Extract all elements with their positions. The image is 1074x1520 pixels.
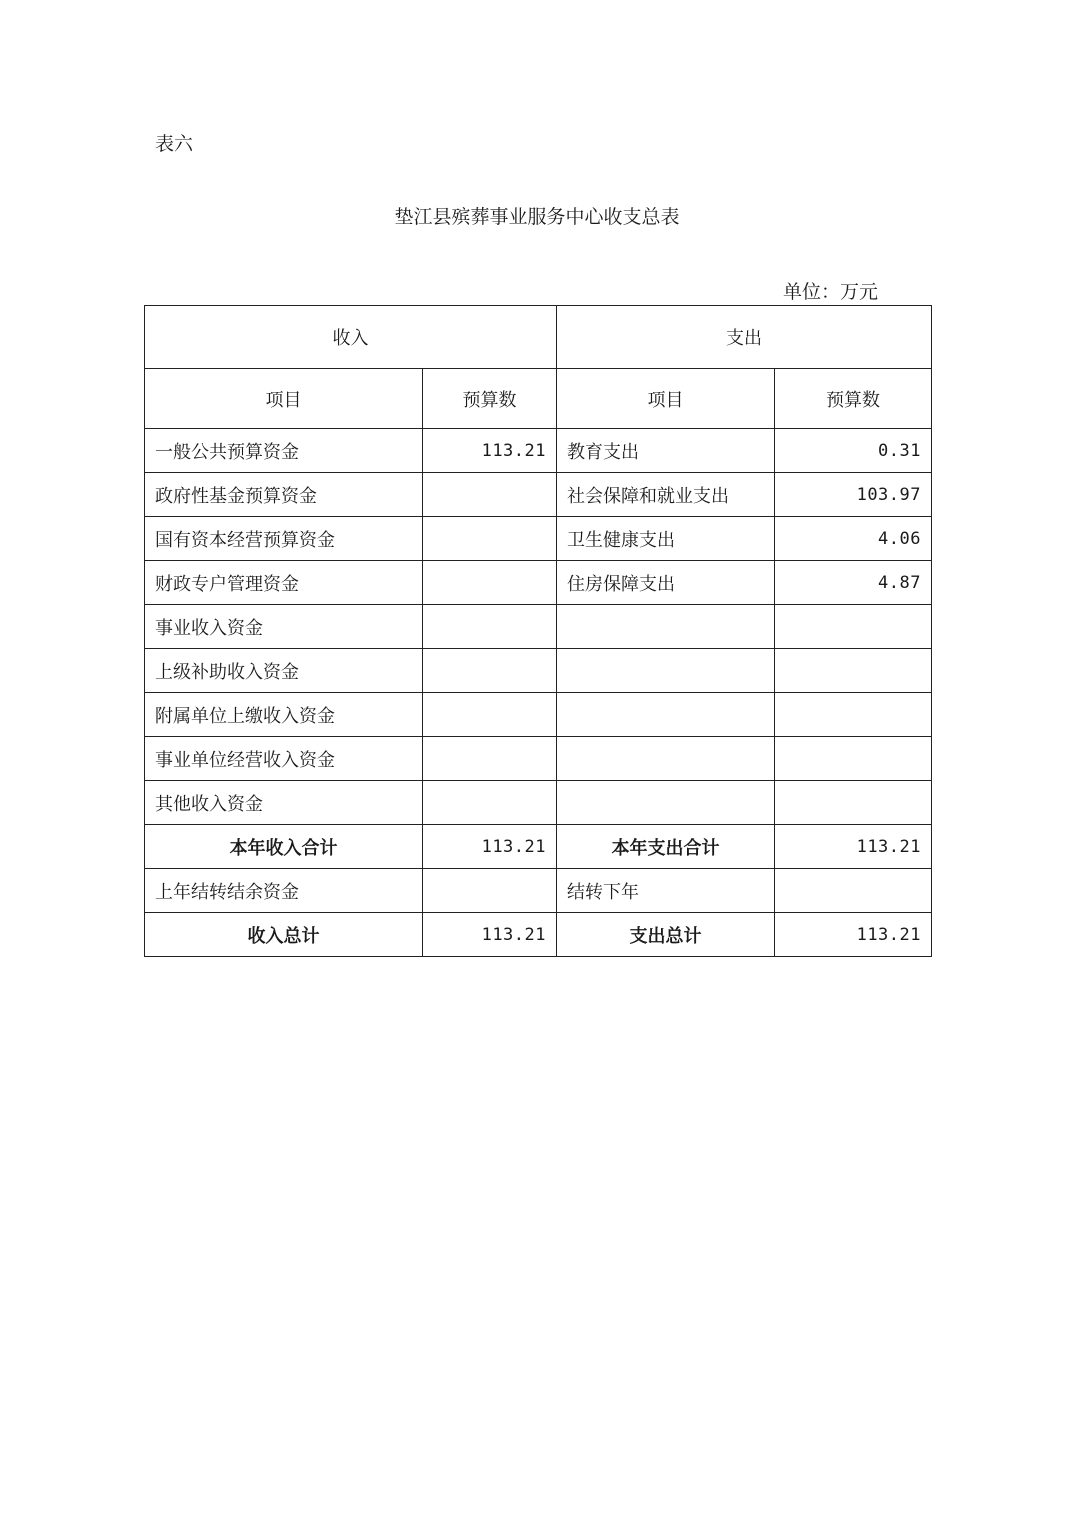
table-row — [145, 473, 932, 517]
income-value — [423, 605, 557, 649]
table-row — [145, 605, 932, 649]
table-row — [145, 649, 932, 693]
expense-item — [557, 605, 775, 649]
expense-value — [775, 693, 932, 737]
subtotal-row — [145, 825, 932, 869]
expense-subtotal-value: 113.21 — [775, 825, 932, 869]
grand-total-row — [145, 913, 932, 957]
income-item: 一般公共预算资金 — [145, 429, 423, 473]
income-value — [423, 869, 557, 913]
income-item: 附属单位上缴收入资金 — [145, 693, 423, 737]
table-row — [145, 737, 932, 781]
income-value — [423, 693, 557, 737]
income-value — [423, 737, 557, 781]
income-item: 上年结转结余资金 — [145, 869, 423, 913]
column-header-row — [145, 369, 932, 429]
expense-item: 住房保障支出 — [557, 561, 775, 605]
unit-label: 单位：万元 — [782, 281, 878, 303]
expense-item — [557, 737, 775, 781]
table-number-label: 表六 — [155, 133, 194, 155]
expense-value: 4.87 — [775, 561, 932, 605]
table-row — [145, 693, 932, 737]
income-total-label: 收入总计 — [145, 913, 423, 957]
document-title: 垫江县殡葬事业服务中心收支总表 — [394, 206, 680, 228]
income-value — [423, 517, 557, 561]
table-row — [145, 781, 932, 825]
income-value — [423, 561, 557, 605]
income-subtotal-value: 113.21 — [423, 825, 557, 869]
expense-item — [557, 693, 775, 737]
expense-total-label: 支出总计 — [557, 913, 775, 957]
expense-value: 103.97 — [775, 473, 932, 517]
expense-value — [775, 605, 932, 649]
income-subtotal-label: 本年收入合计 — [145, 825, 423, 869]
income-item: 财政专户管理资金 — [145, 561, 423, 605]
income-value — [423, 781, 557, 825]
expense-total-value: 113.21 — [775, 913, 932, 957]
table-row — [145, 429, 932, 473]
group-header-row — [145, 306, 932, 369]
expense-value — [775, 737, 932, 781]
expense-budget-header: 预算数 — [775, 369, 932, 429]
expense-item — [557, 649, 775, 693]
expense-value — [775, 869, 932, 913]
expense-subtotal-label: 本年支出合计 — [557, 825, 775, 869]
income-budget-header: 预算数 — [423, 369, 557, 429]
income-value — [423, 473, 557, 517]
income-expense-summary-table — [144, 305, 932, 957]
table-row — [145, 517, 932, 561]
expense-value: 4.06 — [775, 517, 932, 561]
expense-value: 0.31 — [775, 429, 932, 473]
expense-item — [557, 781, 775, 825]
expense-item-header: 项目 — [557, 369, 775, 429]
expense-item: 教育支出 — [557, 429, 775, 473]
expense-item: 结转下年 — [557, 869, 775, 913]
income-total-value: 113.21 — [423, 913, 557, 957]
expense-value — [775, 649, 932, 693]
income-item: 事业单位经营收入资金 — [145, 737, 423, 781]
income-item: 上级补助收入资金 — [145, 649, 423, 693]
income-item: 国有资本经营预算资金 — [145, 517, 423, 561]
table-row — [145, 869, 932, 913]
income-value — [423, 649, 557, 693]
income-value: 113.21 — [423, 429, 557, 473]
expense-group-header: 支出 — [557, 306, 932, 369]
income-item: 事业收入资金 — [145, 605, 423, 649]
income-item-header: 项目 — [145, 369, 423, 429]
income-item: 其他收入资金 — [145, 781, 423, 825]
expense-item: 卫生健康支出 — [557, 517, 775, 561]
income-item: 政府性基金预算资金 — [145, 473, 423, 517]
expense-item: 社会保障和就业支出 — [557, 473, 775, 517]
expense-value — [775, 781, 932, 825]
table-row — [145, 561, 932, 605]
income-group-header: 收入 — [145, 306, 557, 369]
